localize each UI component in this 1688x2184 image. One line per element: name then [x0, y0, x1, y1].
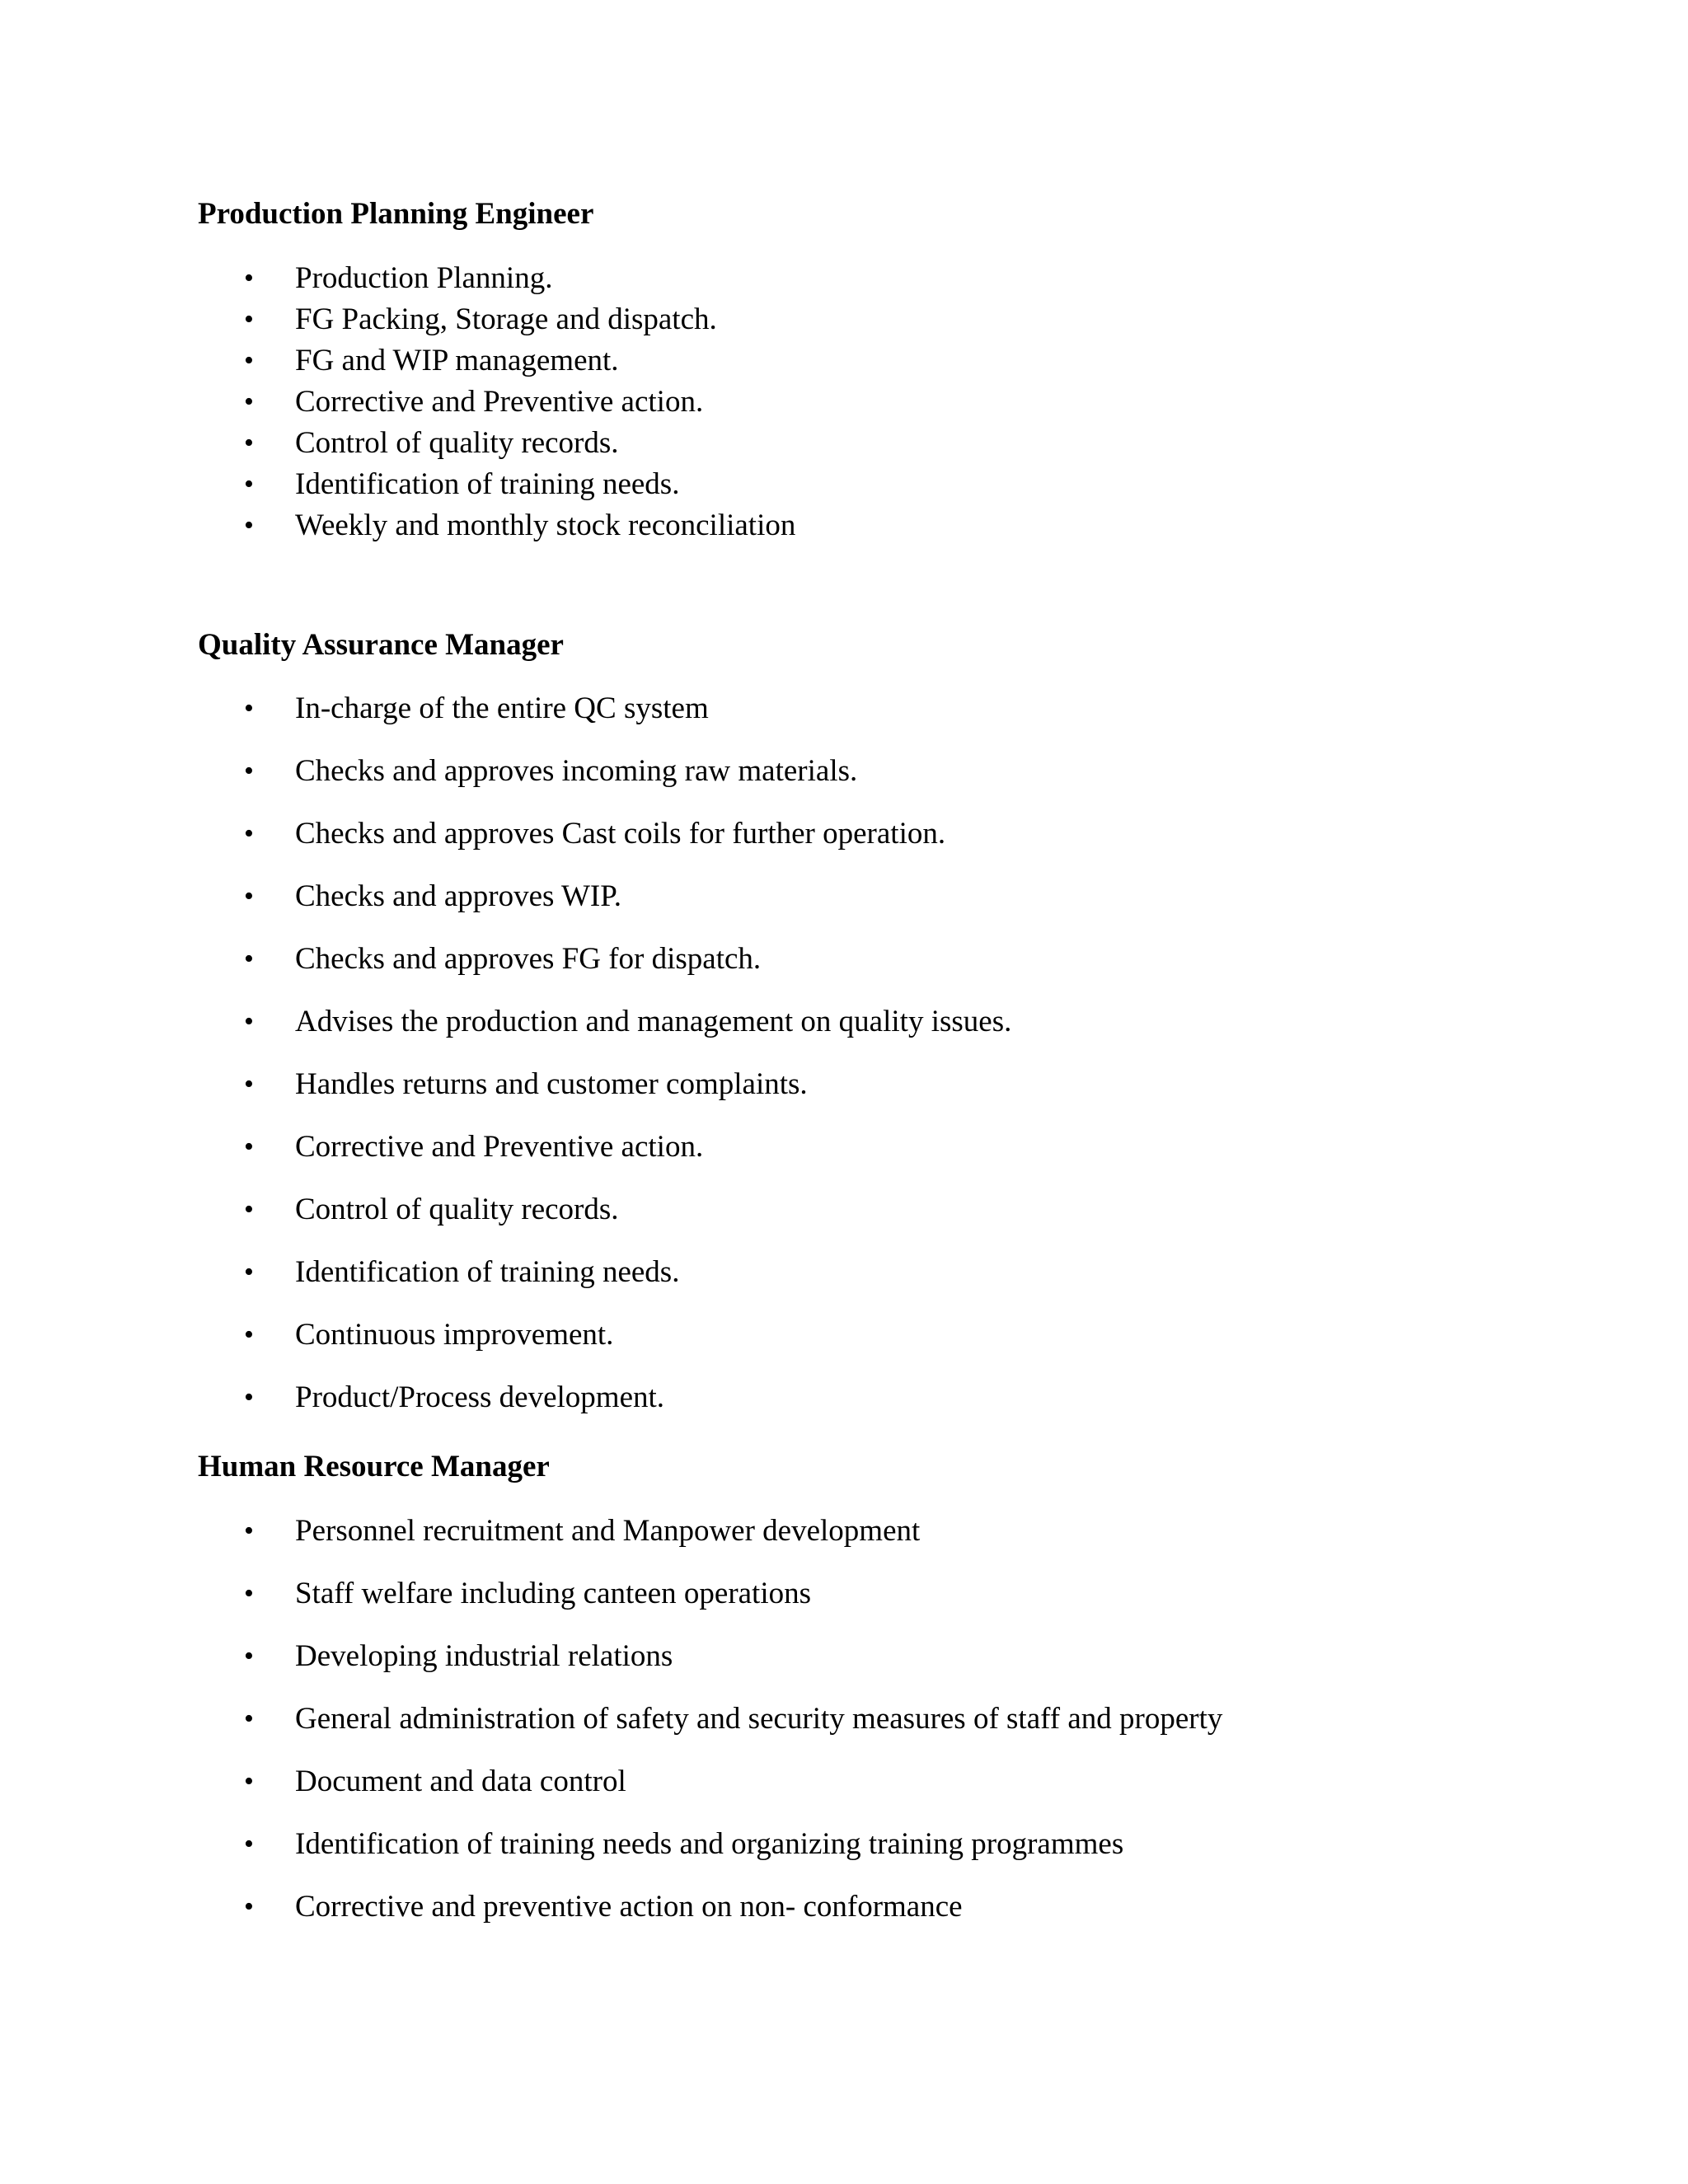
list-item — [0, 1699, 1688, 1761]
bullet-icon: • — [244, 428, 254, 458]
bullet-icon: • — [244, 1257, 254, 1287]
bullet-icon: • — [244, 304, 254, 335]
list-item — [0, 688, 1688, 751]
bullet-icon: • — [244, 1766, 254, 1797]
bullet-icon: • — [244, 263, 254, 293]
list-item-text: Continuous improvement. — [295, 1318, 614, 1352]
list-item-text: Checks and approves WIP. — [295, 879, 621, 913]
list-item — [0, 340, 1688, 382]
list-item-text: Weekly and monthly stock reconciliation — [295, 509, 796, 542]
list-item-text: Document and data control — [295, 1765, 626, 1798]
bullet-list-production-planning-engineer — [0, 258, 1688, 546]
bullet-icon: • — [244, 1891, 254, 1922]
list-item-text: Checks and approves incoming raw materials. — [295, 754, 858, 788]
list-item — [0, 1377, 1688, 1440]
list-item-text: Corrective and preventive action on non- conformance — [295, 1890, 963, 1924]
list-item — [0, 1761, 1688, 1824]
bullet-icon: • — [244, 1829, 254, 1859]
list-item-text: Checks and approves FG for dispatch. — [295, 942, 762, 976]
list-item-text: General administration of safety and security measures of staff and property — [295, 1702, 1223, 1736]
list-item-text: Control of quality records. — [295, 1193, 619, 1226]
list-item-text: Product/Process development. — [295, 1380, 665, 1414]
list-item — [0, 464, 1688, 505]
list-item — [0, 258, 1688, 299]
list-item — [0, 751, 1688, 813]
list-item-text: Identification of training needs and organizing training programmes — [295, 1827, 1124, 1861]
section-heading-quality-assurance-manager: Quality Assurance Manager — [198, 628, 564, 662]
list-item — [0, 939, 1688, 1001]
list-item-text: Handles returns and customer complaints. — [295, 1067, 808, 1101]
section-heading-human-resource-manager: Human Resource Manager — [198, 1450, 550, 1483]
list-item — [0, 1127, 1688, 1189]
bullet-icon: • — [244, 881, 254, 912]
bullet-icon: • — [244, 469, 254, 499]
list-item-text: Staff welfare including canteen operations — [295, 1577, 812, 1610]
list-item-text: In-charge of the entire QC system — [295, 691, 709, 725]
list-item — [0, 1886, 1688, 1949]
bullet-icon: • — [244, 1319, 254, 1350]
list-item — [0, 1189, 1688, 1252]
bullet-icon: • — [244, 1704, 254, 1734]
list-item-text: Checks and approves Cast coils for further operation. — [295, 817, 946, 851]
list-item — [0, 813, 1688, 876]
list-item — [0, 1636, 1688, 1699]
section-heading-production-planning-engineer: Production Planning Engineer — [198, 197, 594, 231]
list-item-text: Corrective and Preventive action. — [295, 1130, 704, 1164]
bullet-list-human-resource-manager — [0, 1511, 1688, 1949]
bullet-icon: • — [244, 387, 254, 417]
bullet-icon: • — [244, 693, 254, 724]
bullet-icon: • — [244, 1194, 254, 1225]
bullet-icon: • — [244, 1132, 254, 1162]
list-item — [0, 1573, 1688, 1636]
list-item — [0, 1252, 1688, 1315]
bullet-icon: • — [244, 1069, 254, 1099]
list-item — [0, 1824, 1688, 1886]
bullet-list-quality-assurance-manager — [0, 688, 1688, 1440]
list-item — [0, 299, 1688, 340]
list-item-text: FG Packing, Storage and dispatch. — [295, 302, 717, 336]
list-item-text: Identification of training needs. — [295, 467, 680, 501]
bullet-icon: • — [244, 818, 254, 849]
bullet-icon: • — [244, 944, 254, 974]
list-item-text: FG and WIP management. — [295, 344, 619, 377]
bullet-icon: • — [244, 1006, 254, 1037]
list-item-text: Corrective and Preventive action. — [295, 385, 704, 419]
list-item-text: Control of quality records. — [295, 426, 619, 460]
list-item — [0, 505, 1688, 546]
list-item-text: Advises the production and management on quality issues. — [295, 1005, 1012, 1038]
list-item-text: Personnel recruitment and Manpower development — [295, 1514, 921, 1548]
list-item — [0, 382, 1688, 423]
bullet-icon: • — [244, 345, 254, 376]
list-item-text: Identification of training needs. — [295, 1255, 680, 1289]
bullet-icon: • — [244, 1578, 254, 1609]
list-item — [0, 423, 1688, 464]
list-item-text: Production Planning. — [295, 261, 553, 295]
bullet-icon: • — [244, 1641, 254, 1671]
bullet-icon: • — [244, 1516, 254, 1546]
bullet-icon: • — [244, 756, 254, 786]
list-item — [0, 1001, 1688, 1064]
list-item — [0, 1511, 1688, 1573]
list-item — [0, 876, 1688, 939]
bullet-icon: • — [244, 1382, 254, 1413]
list-item — [0, 1315, 1688, 1377]
list-item-text: Developing industrial relations — [295, 1639, 673, 1673]
bullet-icon: • — [244, 510, 254, 541]
list-item — [0, 1064, 1688, 1127]
